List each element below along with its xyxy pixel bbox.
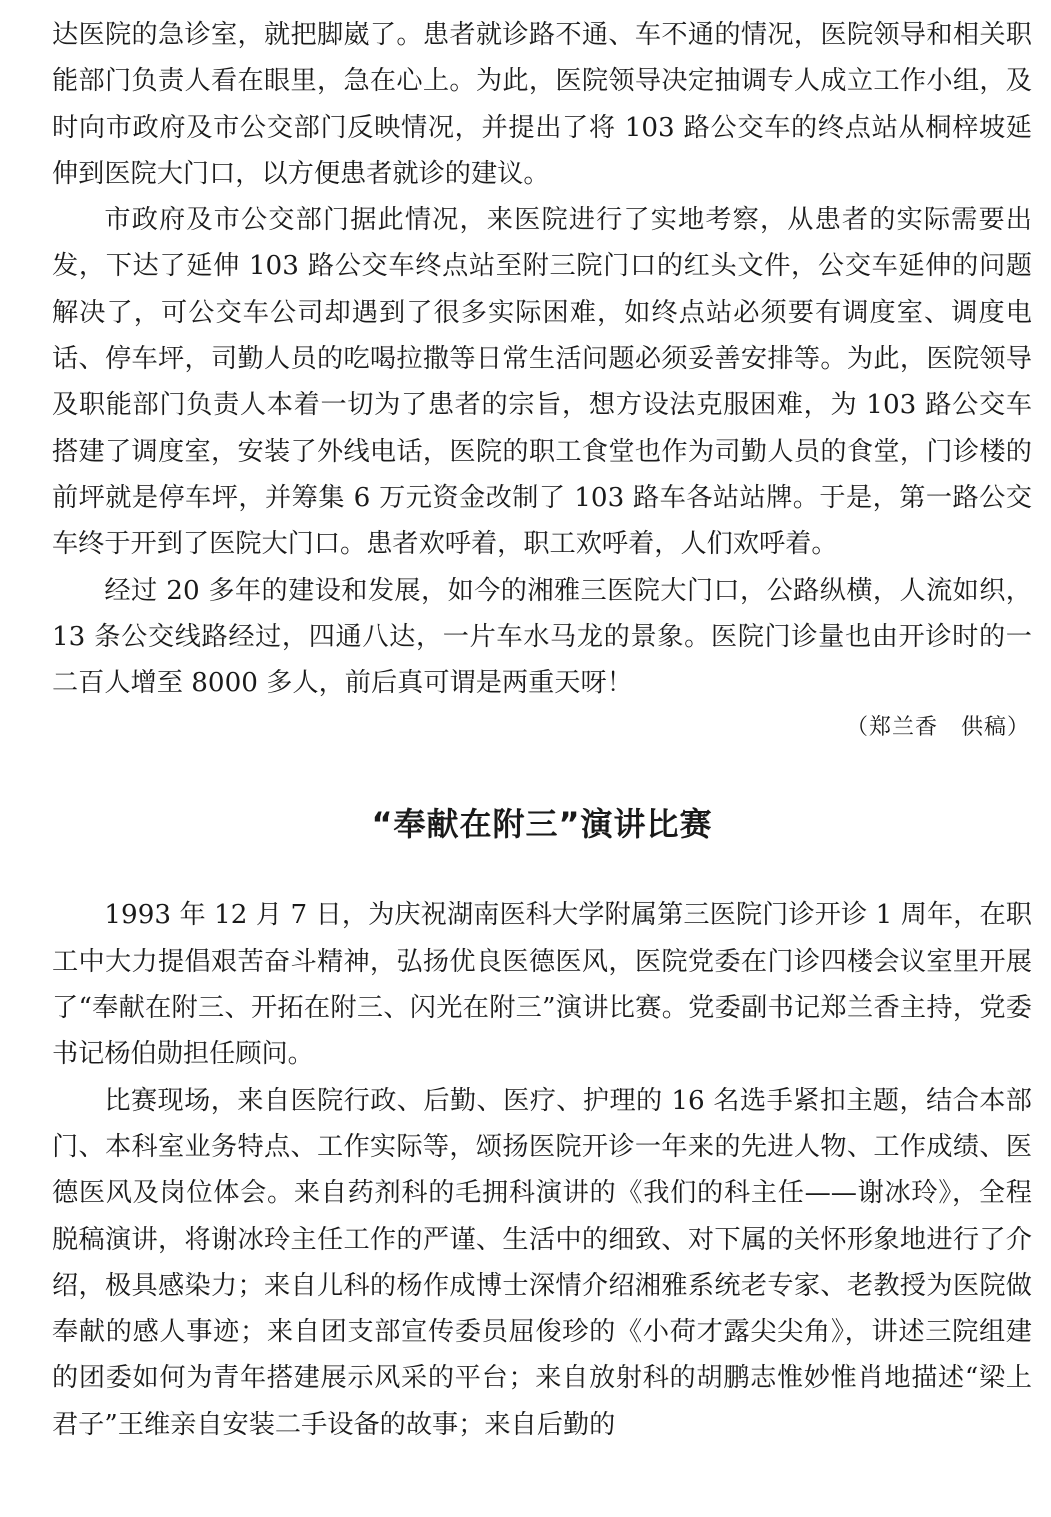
article1-attribution: （郑兰香 供稿）: [845, 715, 1030, 741]
article2-paragraph-1: 1993 年 12 月 7 日，为庆祝湖南医科大学附属第三医院门诊开诊 1 周年，在职工中大力提倡艰苦奋斗精神，弘扬优良医德医风，医院党委在门诊四楼会议室里开展了“奉献在附三、开拓在附三、闪光在附三”演讲比赛。党委副书记郑兰香主持，党委书记杨伯勋担任顾问。: [52, 900, 1032, 1070]
article2-paragraph-2: 比赛现场，来自医院行政、后勤、医疗、护理的 16 名选手紧扣主题，结合本部门、本科室业务特点、工作实际等，颂扬医院开诊一年来的先进人物、工作成绩、医德医风及岗位体会。来自药剂科的毛拥科演讲的《我们的科主任——谢冰玲》，全程脱稿演讲，将谢冰玲主任工作的严谨、生活中的细致、对下属的关怀形象地进行了介绍，极具感染力；来自儿科的杨作成博士深情介绍湘雅系统老专家、老教授为医院做奉献的感人事迹；来自团支部宣传委员屈俊珍的《小荷才露尖尖角》，讲述三院组建的团委如何为青年搭建展示风采的平台；来自放射科的胡鹏志惟妙惟肖地描述“梁上君子”王维亲自安装二手设备的故事；来自后勤的: [52, 1085, 1032, 1440]
article1-paragraph-3: 经过 20 多年的建设和发展，如今的湘雅三医院大门口，公路纵横，人流如织，13 条公交线路经过，四通八达，一片车水马龙的景象。医院门诊量也由开诊时的一二百人增至 8000 多人，前后真可谓是两重天呀！: [52, 575, 1032, 699]
document-page: [52, 12, 1032, 1448]
article1-paragraph-1: 达医院的急诊室，就把脚崴了。患者就诊路不通、车不通的情况，医院领导和相关职能部门负责人看在眼里，急在心上。为此，医院领导决定抽调专人成立工作小组，及时向市政府及市公交部门反映情况，并提出了将 103 路公交车的终点站从桐梓坡延伸到医院大门口，以方便患者就诊的建议。: [52, 20, 1032, 189]
article2-title: “奉献在附三”演讲比赛: [371, 805, 713, 844]
article1-paragraph-2: 市政府及市公交部门据此情况，来医院进行了实地考察，从患者的实际需要出发，下达了延伸 103 路公交车终点站至附三院门口的红头文件，公交车延伸的问题解决了，可公交车公司却遇到了很多实际困难，如终点站必须要有调度室、调度电话、停车坪，司勤人员的吃喝拉撒等日常生活问题必须妥善安排等。为此，医院领导及职能部门负责人本着一切为了患者的宗旨，想方设法克服困难，为 103 路公交车搭建了调度室，安装了外线电话，医院的职工食堂也作为司勤人员的食堂，门诊楼的前坪就是停车坪，并筹集 6 万元资金改制了 103 路车各站站牌。于是，第一路公交车终于开到了医院大门口。患者欢呼着，职工欢呼着，人们欢呼着。: [52, 205, 1032, 560]
